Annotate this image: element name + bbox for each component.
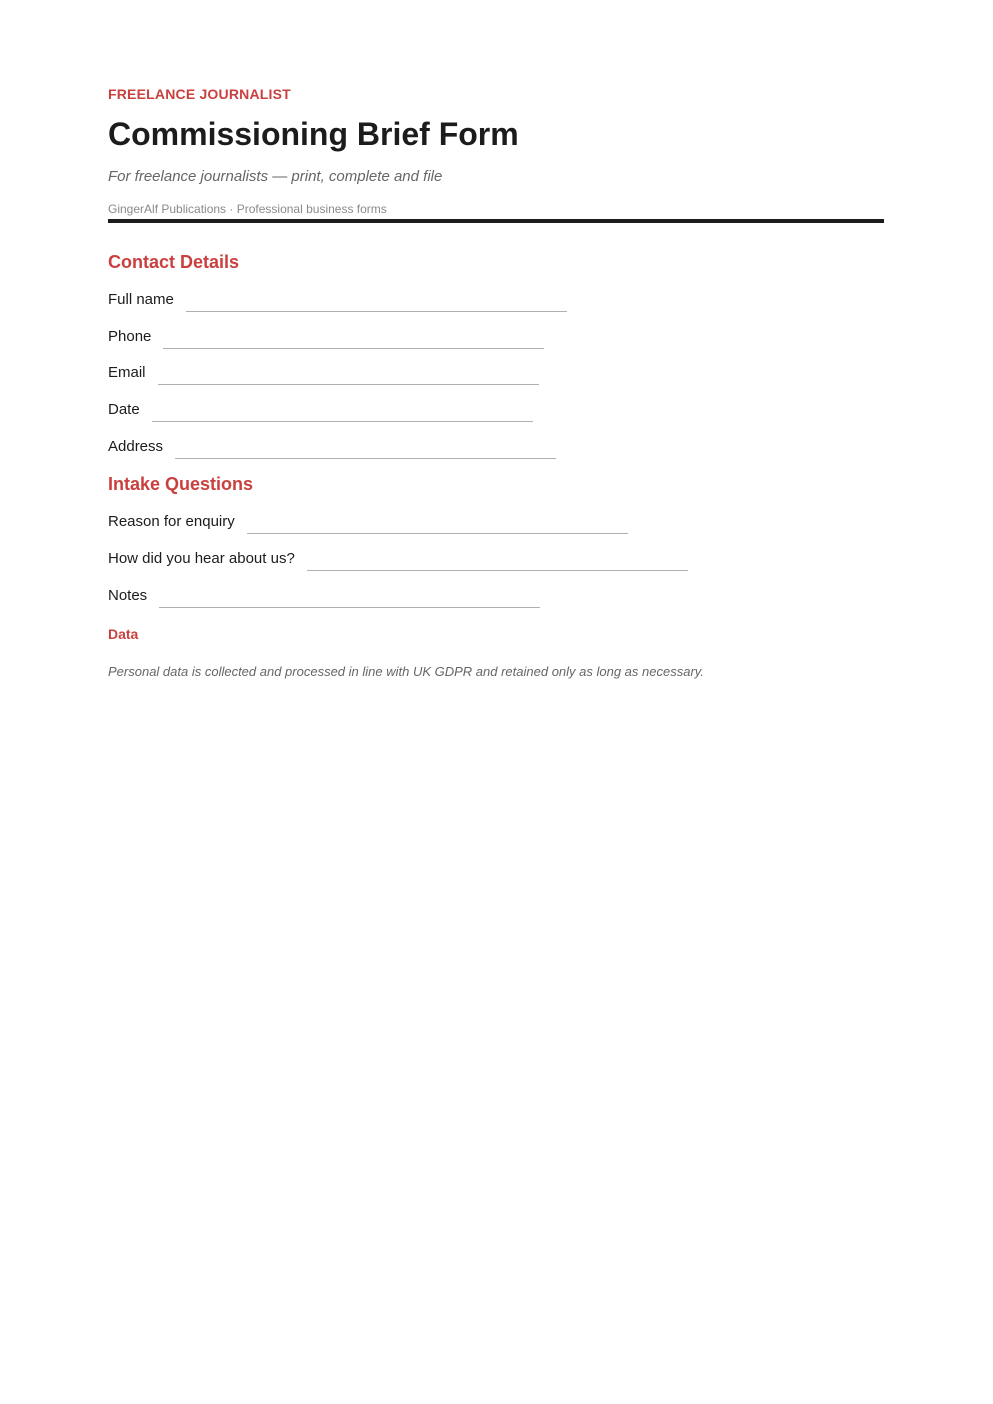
field-reason-for-enquiry [108,510,628,532]
page-subtitle: For freelance journalists — print, complete and file [108,168,443,185]
contact-details-heading: Contact Details [108,252,240,272]
field-notes [108,584,540,606]
field-label: How did you hear about us? [108,550,295,567]
publisher-line: GingerAlf Publications · Professional business forms [108,202,387,216]
phone-write-line[interactable] [163,348,544,349]
date-write-line[interactable] [152,421,533,422]
field-how-did-you-hear [108,547,688,569]
full-name-write-line[interactable] [186,311,567,312]
intake-questions-heading: Intake Questions [108,474,254,494]
form-category: FREELANCE JOURNALIST [108,86,291,102]
field-address [108,435,556,457]
field-label: Full name [108,291,174,308]
field-label: Reason for enquiry [108,513,235,530]
field-phone [108,325,544,347]
header-divider [108,219,884,223]
field-email [108,361,539,383]
data-notice-text: Personal data is collected and processed in line with UK GDPR and retained only as long as necessary. [108,664,704,679]
reason-write-line[interactable] [247,533,628,534]
address-write-line[interactable] [175,458,556,459]
referral-write-line[interactable] [307,570,688,571]
field-label: Notes [108,587,148,604]
field-label: Address [108,438,164,455]
field-label: Phone [108,328,152,345]
data-notice-heading: Data [108,626,139,642]
field-label: Date [108,401,140,418]
field-label: Email [108,364,146,381]
notes-write-line[interactable] [159,607,540,608]
field-date [108,398,533,420]
email-write-line[interactable] [158,384,539,385]
field-full-name [108,288,567,310]
page-title: Commissioning Brief Form [108,116,519,152]
